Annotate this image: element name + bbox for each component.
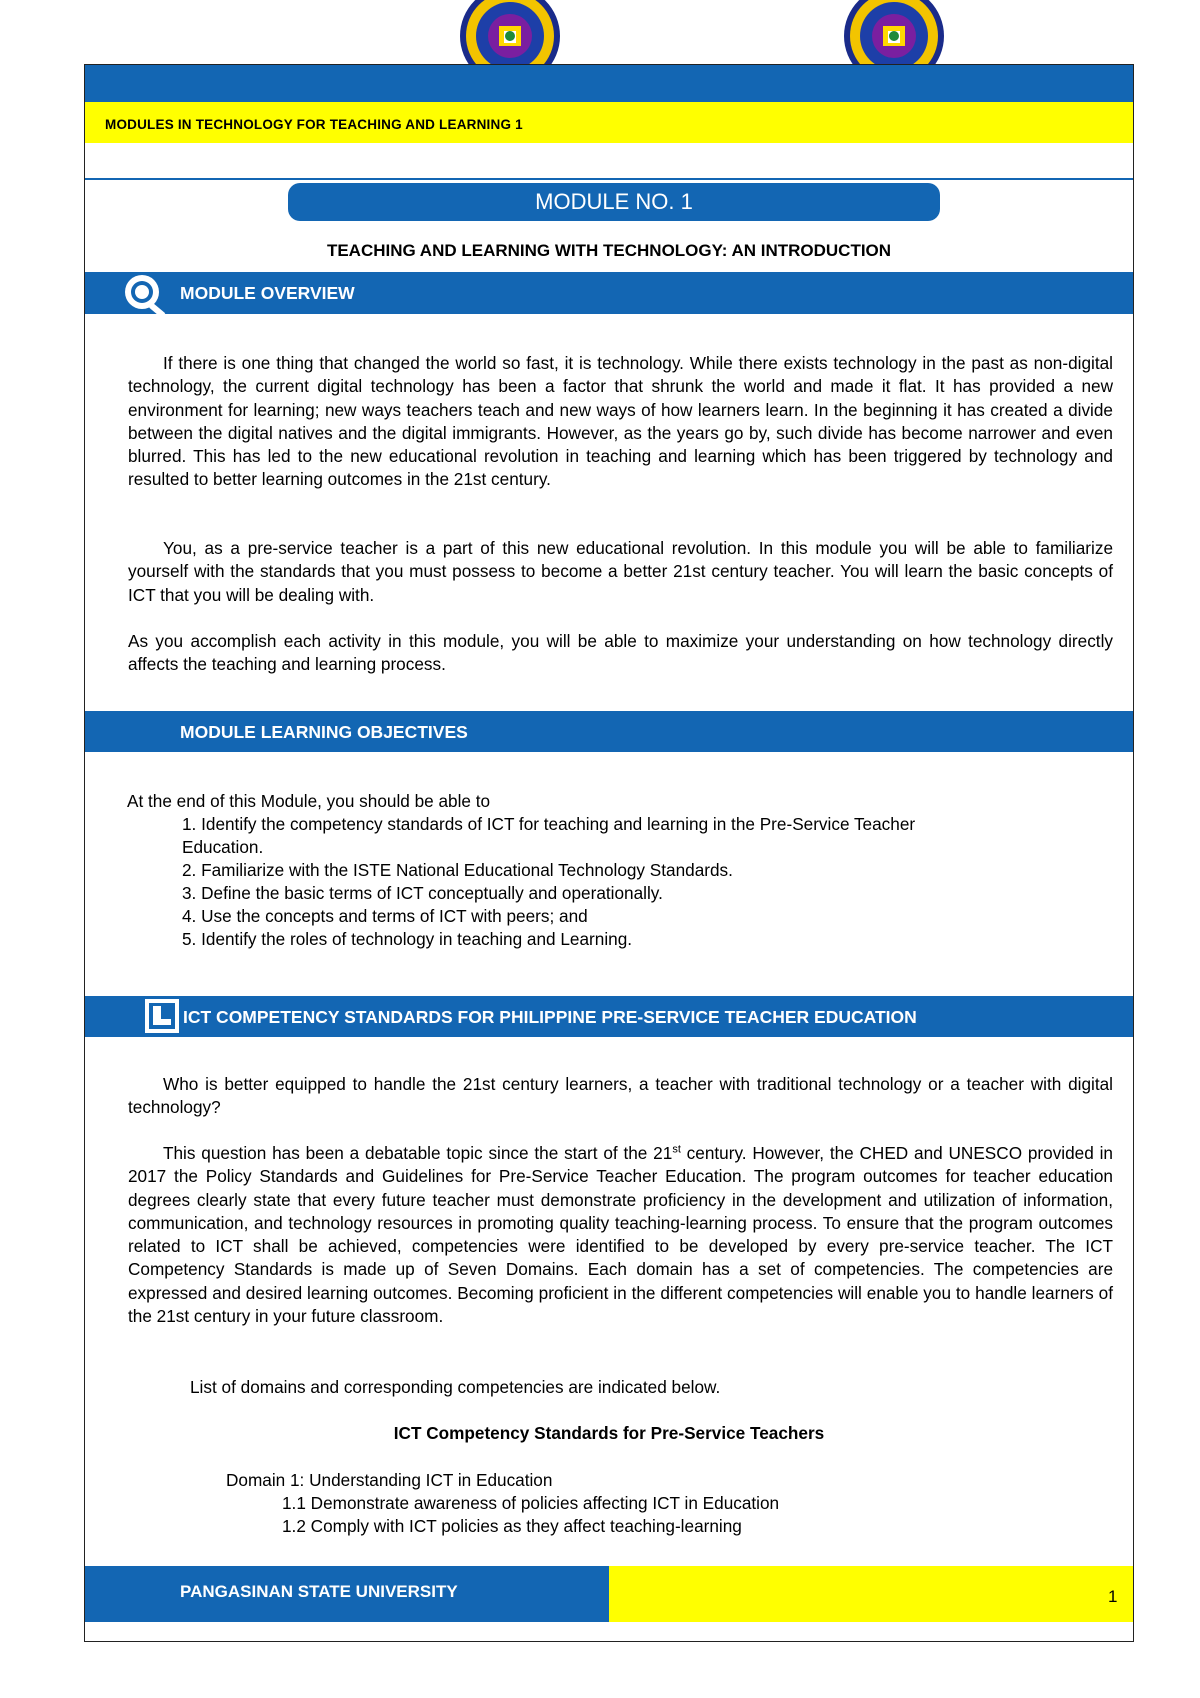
header-blue-band xyxy=(85,65,1133,102)
ict-heading: ICT COMPETENCY STANDARDS FOR PHILIPPINE PRE-SERVICE TEACHER EDUCATION xyxy=(183,1007,917,1027)
ict-paragraph xyxy=(128,1142,1113,1328)
objectives-intro: At the end of this Module, you should be able to xyxy=(127,791,491,811)
header-rule xyxy=(85,178,1133,180)
overview-paragraph-1: If there is one thing that changed the world so fast, it is technology. While there exists technology in the past as non-digital technology, the current digital technology has been a factor that shrunk the world and made it flat. It has provided a new environment for learning; new ways teachers teach and new ways of how learners learn. In the beginning it has created a divide between the digital natives and the digital immigrants. However, as the years go by, such divide has become narrower and even blurred. This has led to the new educational revolution in teaching and learning which has been triggered by technology and resulted to better learning outcomes in the 21st century. xyxy=(128,353,1113,490)
ict-paragraph-rest: century. However, the CHED and UNESCO provided in 2017 the Policy Standards and Guidelines for Pre-Service Teacher Education. The program outcomes for teacher education degrees clearly state that every future teacher must demonstrate proficiency in the development and utilization of information, communication, and technology resources in promoting quality teaching-learning process. To ensure that the program outcomes related to ICT shall be achieved, competencies were identified to be developed by every pre-service teacher. The ICT Competency Standards is made up of Seven Domains. Each domain has a set of competencies. The competencies are expressed and desired learning outcomes. Becoming proficient in the different competencies will enable you to handle learners of the 21st century in your future classroom. xyxy=(128,1143,1113,1327)
standards-table-title: ICT Competency Standards for Pre-Service Teachers xyxy=(393,1423,825,1443)
objective-item: 5. Identify the roles of technology in teaching and Learning. xyxy=(182,929,633,949)
domain-1-item: 1.2 Comply with ICT policies as they affect teaching-learning xyxy=(282,1516,742,1536)
objective-item: Education. xyxy=(182,837,264,857)
objective-item: 4. Use the concepts and terms of ICT with peers; and xyxy=(182,906,588,926)
module-number-pill: MODULE NO. 1 xyxy=(288,183,940,221)
university-seal-left xyxy=(459,0,561,66)
objective-item: 3. Define the basic terms of ICT conceptually and operationally. xyxy=(182,883,663,903)
footer-university: PANGASINAN STATE UNIVERSITY xyxy=(180,1582,458,1601)
header-title: MODULES IN TECHNOLOGY FOR TEACHING AND LEARNING 1 xyxy=(105,117,523,132)
overview-heading: MODULE OVERVIEW xyxy=(180,283,355,303)
domains-list-intro: List of domains and corresponding competencies are indicated below. xyxy=(190,1377,721,1397)
ict-question: Who is better equipped to handle the 21st century learners, a teacher with traditional technology or a teacher with digital technology? xyxy=(128,1074,1113,1118)
university-seal-right xyxy=(843,0,945,66)
book-icon xyxy=(143,997,181,1040)
objective-item: 2. Familiarize with the ISTE National Educational Technology Standards. xyxy=(182,860,733,880)
objectives-heading: MODULE LEARNING OBJECTIVES xyxy=(180,722,468,742)
domain-1-title: Domain 1: Understanding ICT in Education xyxy=(226,1470,553,1490)
page-number: 1 xyxy=(1108,1587,1118,1606)
overview-paragraph-3: As you accomplish each activity in this module, you will be able to maximize your understanding on how technology directly affects the teaching and learning process. xyxy=(128,631,1113,675)
ict-paragraph-superscript: st xyxy=(672,1143,681,1156)
overview-paragraph-2: You, as a pre-service teacher is a part of this new educational revolution. In this module you will be able to familiarize yourself with the standards that you must possess to become a better 21st century teacher. You will learn the basic concepts of ICT that you will be dealing with. xyxy=(128,538,1113,605)
ict-paragraph-lead: This question has been a debatable topic since the start of the 21 xyxy=(163,1143,673,1163)
objective-item: 1. Identify the competency standards of ICT for teaching and learning in the Pre-Service Teacher xyxy=(182,814,916,834)
module-title: TEACHING AND LEARNING WITH TECHNOLOGY: AN INTRODUCTION xyxy=(326,241,892,260)
magnifier-icon xyxy=(120,272,172,321)
domain-1-item: 1.1 Demonstrate awareness of policies affecting ICT in Education xyxy=(282,1493,780,1513)
footer-yellow-band xyxy=(609,1566,1133,1622)
